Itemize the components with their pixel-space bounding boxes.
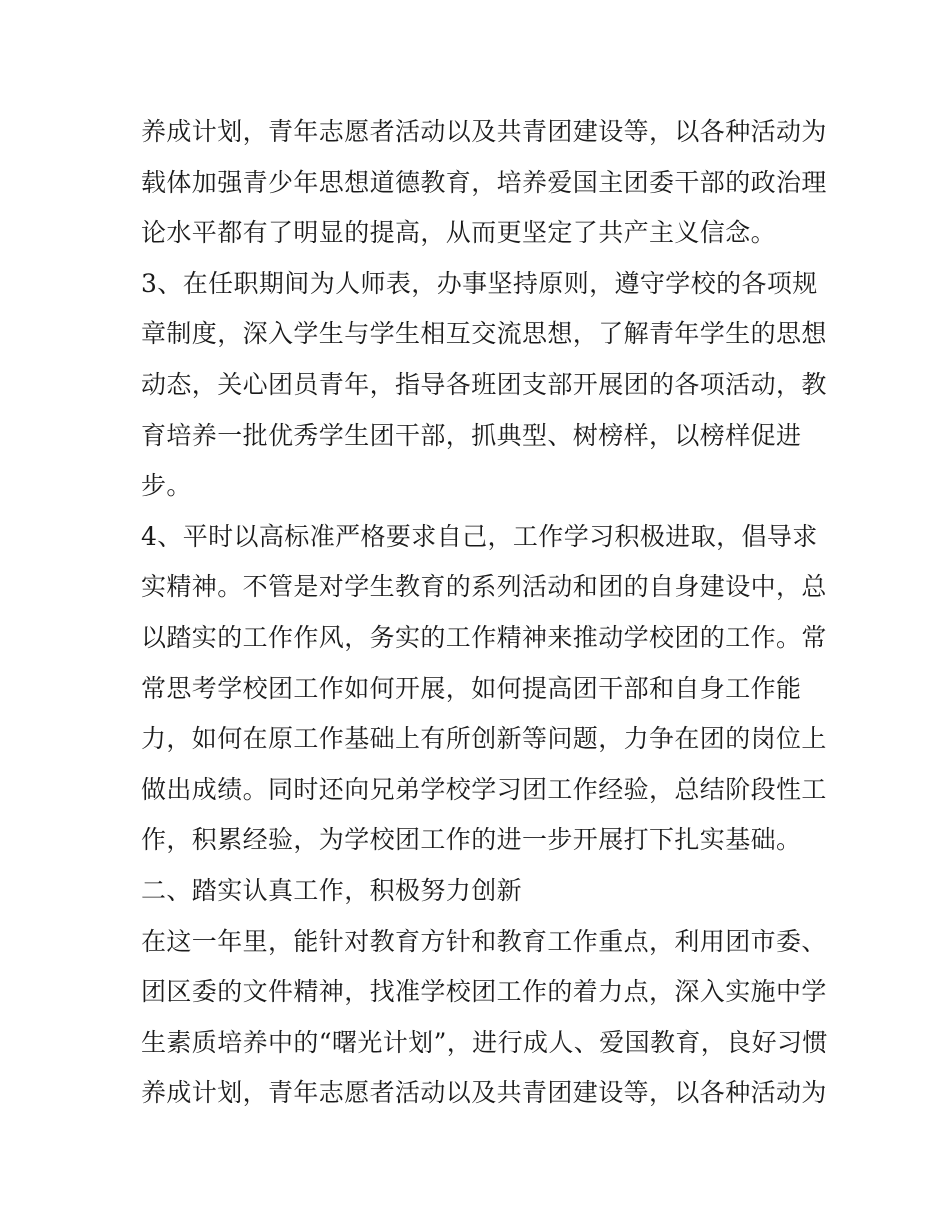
- text-line: 养成计划，青年志愿者活动以及共青团建设等，以各种活动为: [141, 1078, 827, 1108]
- text-line: 4、平时以高标准严格要求自己，工作学习积极进取，倡导求: [141, 521, 818, 551]
- text-line: 常思考学校团工作如何开展，如何提高团干部和自身工作能: [141, 673, 802, 703]
- text-line: 章制度，深入学生与学生相互交流思想，了解青年学生的思想: [141, 319, 827, 349]
- text-line: 做出成绩。同时还向兄弟学校学习团工作经验，总结阶段性工: [141, 774, 827, 804]
- text-line: 步。: [141, 471, 192, 501]
- text-line: 在这一年里，能针对教育方针和教育工作重点，利用团市委、: [141, 926, 827, 956]
- text-line: 养成计划，青年志愿者活动以及共青团建设等，以各种活动为: [141, 117, 827, 146]
- text-line: 作，积累经验，为学校团工作的进一步开展打下扎实基础。: [141, 825, 802, 855]
- text-line: 育培养一批优秀学生团干部，抓典型、树榜样，以榜样促进: [141, 420, 802, 450]
- section-heading: 二、踏实认真工作，积极努力创新: [141, 875, 523, 905]
- text-line: 动态，关心团员青年，指导各班团支部开展团的各项活动，教: [141, 369, 827, 399]
- text-line: 力，如何在原工作基础上有所创新等问题，力争在团的岗位上: [141, 724, 827, 754]
- text-line: 生素质培养中的“曙光计划”，进行成人、爱国教育，良好习惯: [141, 1027, 828, 1057]
- text-line: 论水平都有了明显的提高，从而更坚定了共产主义信念。: [141, 218, 777, 248]
- text-line: 实精神。不管是对学生教育的系列活动和团的自身建设中，总: [141, 572, 827, 602]
- document-body: [141, 107, 828, 1119]
- text-line: 载体加强青少年思想道德教育，培养爱国主团委干部的政治理: [141, 167, 827, 197]
- text-line: 3、在任职期间为人师表，办事坚持原则，遵守学校的各项规: [141, 268, 818, 298]
- text-line: 以踏实的工作作风，务实的工作精神来推动学校团的工作。常: [141, 622, 827, 652]
- text-line: 团区委的文件精神，找准学校团工作的着力点，深入实施中学: [141, 977, 827, 1007]
